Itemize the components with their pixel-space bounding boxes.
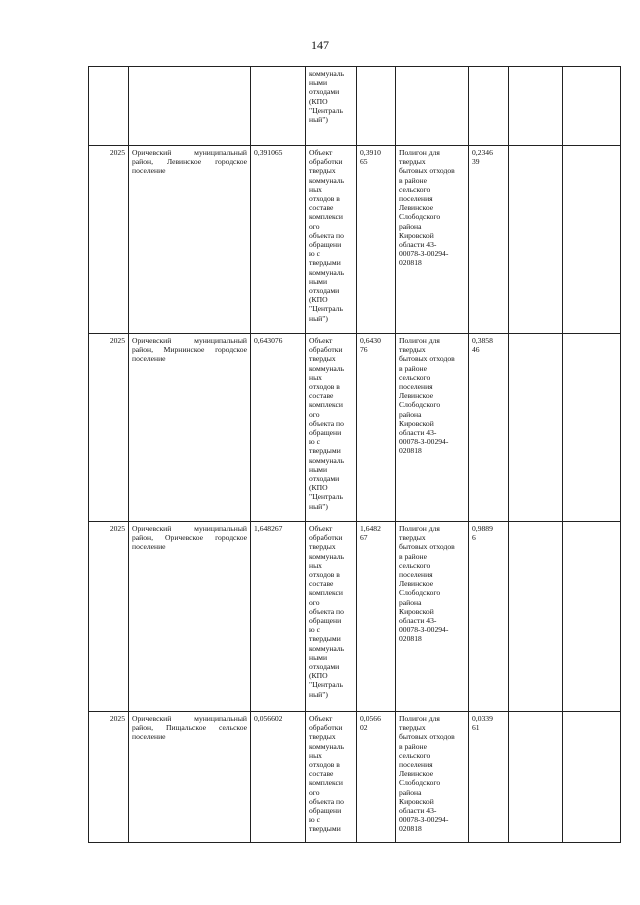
cell-object	[306, 712, 357, 843]
cell-empty	[251, 67, 306, 146]
cell-landfill	[396, 334, 469, 522]
waste-flow-table	[88, 66, 621, 843]
cell-empty	[563, 334, 621, 522]
cell-mass-2	[357, 334, 396, 522]
cell-empty	[89, 67, 129, 146]
table-row-fragment	[89, 67, 621, 146]
cell-empty	[469, 67, 509, 146]
table-row	[89, 146, 621, 334]
cell-landfill	[396, 522, 469, 712]
mass-3-text: 0,0339 61	[472, 714, 493, 733]
cell-empty	[509, 67, 563, 146]
landfill-text: Полигон для твердых бытовых отходов в районе сельского поселения Левинское Слободского района Кировской области 43- 00078-З-00294- 020818	[399, 336, 455, 456]
mass-2-text: 0,0566 02	[360, 714, 381, 733]
mass-2-text: 0,6430 76	[360, 336, 381, 355]
object-text: коммуналь ными отходами (КПО "Централь ный")	[309, 69, 345, 125]
table-row	[89, 712, 621, 843]
cell-empty	[509, 522, 563, 712]
cell-territory: Оричевский муниципальный район, Оричевское городское поселение	[129, 522, 251, 712]
cell-mass-2	[357, 522, 396, 712]
page-number: 147	[311, 38, 329, 52]
cell-mass-3	[469, 334, 509, 522]
cell-mass: 0,643076	[251, 334, 306, 522]
cell-empty	[509, 334, 563, 522]
object-text: Объект обработки твердых коммуналь ных отходов в составе комплекси ого объекта по обращени ю с твердыми коммуналь ными отходами (КПО "Централь ный")	[309, 524, 345, 699]
object-text: Объект обработки твердых коммуналь ных отходов в составе комплекси ого объекта по обращени ю с твердыми	[309, 714, 345, 834]
table-row	[89, 334, 621, 522]
object-text: Объект обработки твердых коммуналь ных отходов в составе комплекси ого объекта по обращени ю с твердыми коммуналь ными отходами (КПО "Централь ный")	[309, 336, 345, 511]
cell-object	[306, 67, 357, 146]
landfill-text: Полигон для твердых бытовых отходов в районе сельского поселения Левинское Слободского района Кировской области 43- 00078-З-00294- 020818	[399, 714, 455, 834]
mass-3-text: 0,2346 39	[472, 148, 493, 167]
cell-mass-3	[469, 146, 509, 334]
cell-object	[306, 522, 357, 712]
mass-2-text: 0,3910 65	[360, 148, 381, 167]
cell-territory: Оричевский муниципальный район, Левинское городское поселение	[129, 146, 251, 334]
mass-3-text: 0,9889 6	[472, 524, 493, 543]
cell-territory: Оричевский муниципальный район, Мирнинское городское поселение	[129, 334, 251, 522]
table-row	[89, 522, 621, 712]
cell-landfill	[396, 712, 469, 843]
mass-3-text: 0,3858 46	[472, 336, 493, 355]
cell-landfill	[396, 146, 469, 334]
cell-empty	[129, 67, 251, 146]
landfill-text: Полигон для твердых бытовых отходов в районе сельского поселения Левинское Слободского района Кировской области 43- 00078-З-00294- 020818	[399, 148, 455, 268]
cell-mass: 0,056602	[251, 712, 306, 843]
object-text: Объект обработки твердых коммуналь ных отходов в составе комплекси ого объекта по обращени ю с твердыми коммуналь ными отходами (КПО "Централь ный")	[309, 148, 345, 323]
cell-mass-2	[357, 146, 396, 334]
cell-empty	[563, 522, 621, 712]
cell-object	[306, 146, 357, 334]
cell-empty	[563, 712, 621, 843]
cell-mass: 1,648267	[251, 522, 306, 712]
cell-mass: 0,391065	[251, 146, 306, 334]
cell-empty	[509, 146, 563, 334]
cell-year: 2025	[89, 334, 129, 522]
cell-empty	[563, 67, 621, 146]
mass-2-text: 1,6482 67	[360, 524, 381, 543]
cell-mass-3	[469, 522, 509, 712]
cell-territory: Оричевский муниципальный район, Пищальское сельское поселение	[129, 712, 251, 843]
landfill-text: Полигон для твердых бытовых отходов в районе сельского поселения Левинское Слободского района Кировской области 43- 00078-З-00294- 020818	[399, 524, 455, 644]
cell-year: 2025	[89, 146, 129, 334]
cell-empty	[563, 146, 621, 334]
cell-year: 2025	[89, 522, 129, 712]
cell-object	[306, 334, 357, 522]
cell-empty	[357, 67, 396, 146]
cell-empty	[509, 712, 563, 843]
cell-mass-2	[357, 712, 396, 843]
cell-mass-3	[469, 712, 509, 843]
cell-empty	[396, 67, 469, 146]
cell-year: 2025	[89, 712, 129, 843]
